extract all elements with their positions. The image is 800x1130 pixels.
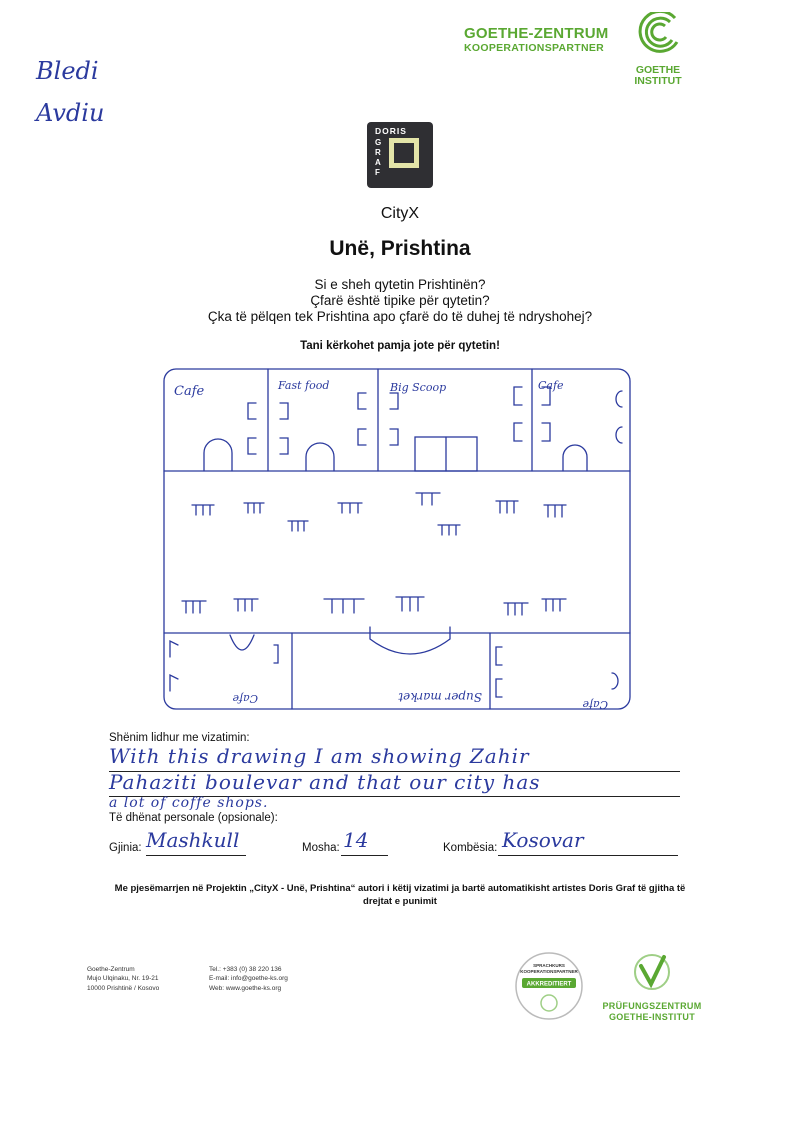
checkmark-icon — [632, 952, 672, 992]
note-text-line-3: a lot of coffe shops. — [109, 795, 269, 811]
shop-label-fast-food: Fast food — [278, 379, 330, 392]
question-3: Çka të pëlqen tek Prishtina apo çfarë do të duhej të ndryshohej? — [207, 309, 593, 324]
copyright-notice: Me pjesëmarrjen në Projektin „CityX - Unë, Prishtina“ autori i këtij vizatimi ja bartë automatikisht artistes Doris Graf të gjitha të drejtat e punimit — [114, 883, 686, 907]
drawing-frame — [164, 369, 630, 709]
note-text-line-1: With this drawing I am showing Zahir — [109, 744, 530, 768]
shop-label-super-market: Super market — [398, 690, 482, 704]
goethe-spiral-icon — [635, 12, 681, 56]
age-label: Mosha: — [302, 842, 340, 854]
instruction: Tani kërkohet pamja jote për qytetin! — [300, 340, 500, 352]
note-text-line-2: Pahaziti boulevar and that our city has — [109, 770, 541, 794]
svg-text:AKKREDITIERT: AKKREDITIERT — [526, 981, 572, 988]
nationality-value: Kosovar — [502, 828, 584, 852]
handwritten-signature: Bledi Avdiu — [36, 57, 105, 127]
footer-contact: Tel.: +383 (0) 38 220 136 E-mail: info@goethe-ks.org Web: www.goethe-ks.org — [209, 966, 288, 992]
akkreditiert-badge — [514, 951, 584, 1021]
age-line — [341, 855, 388, 856]
svg-text:SPRACHKURS: SPRACHKURS — [533, 963, 565, 968]
city-drawing — [160, 363, 635, 713]
note-label: Shënim lidhur me vizatimin: — [109, 732, 250, 744]
nationality-line — [498, 855, 678, 856]
shop-label-cafe-4: Cafe — [582, 698, 608, 711]
shop-label-cafe-3: Cafe — [232, 692, 258, 705]
gender-line — [146, 855, 246, 856]
svg-text:KOOPERATIONSPARTNER: KOOPERATIONSPARTNER — [520, 969, 578, 974]
question-1: Si e sheh qytetin Prishtinën? — [314, 277, 486, 292]
page-title: Unë, Prishtina — [329, 237, 471, 260]
footer-address: Goethe-Zentrum Mujo Ulqinaku, Nr. 19-21 10000 Prishtinë / Kosovo — [87, 966, 160, 992]
shop-label-cafe-2: Cafe — [538, 379, 564, 392]
question-2: Çfarë është tipike për qytetin? — [310, 293, 490, 308]
shop-label-cafe-1: Cafe — [174, 384, 205, 399]
gender-label: Gjinia: — [109, 842, 142, 854]
pruefungszentrum-logo: PRÜFUNGSZENTRUM GOETHE-INSTITUT — [602, 952, 702, 1023]
project-name: CityX — [380, 205, 420, 222]
doris-graf-logo: DORIS GRAF — [367, 122, 433, 188]
personal-data-label: Të dhënat personale (opsionale): — [109, 812, 278, 824]
nationality-label: Kombësia: — [443, 842, 498, 854]
gender-value: Mashkull — [146, 828, 240, 852]
age-value: 14 — [343, 828, 369, 852]
shop-label-big-scoop: Big Scoop — [390, 381, 447, 394]
goethe-zentrum-logo: GOETHE-ZENTRUM KOOPERATIONSPARTNER — [464, 25, 609, 54]
cafe-tables — [182, 493, 566, 615]
goethe-institut-logo: GOETHE INSTITUT — [628, 12, 688, 87]
logo-square — [389, 138, 419, 168]
